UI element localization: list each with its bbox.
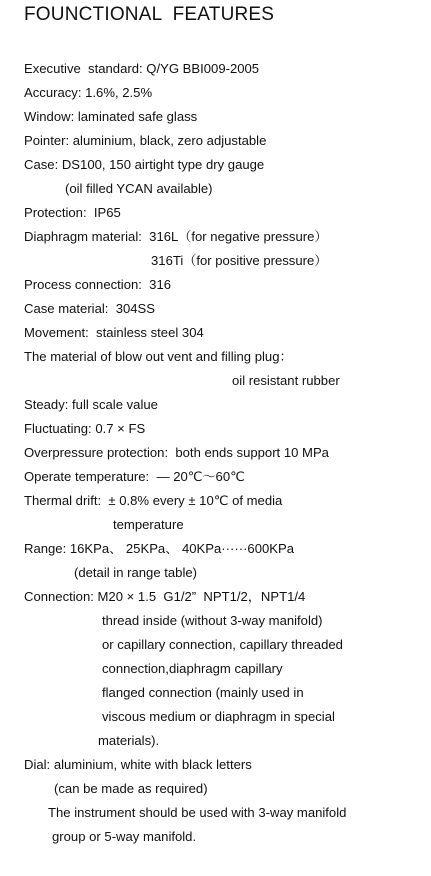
page-title: FOUNCTIONAL FEATURES xyxy=(24,4,275,25)
spec-line-movement: Movement: stainless steel 304 xyxy=(24,325,204,340)
spec-line-connection: Connection: M20 × 1.5 G1/2” NPT1/2，NPT1/4 xyxy=(24,589,306,604)
spec-line-diaphragm-316ti: 316Ti（for positive pressure） xyxy=(151,253,328,268)
spec-line-thermal-drift: Thermal drift: ± 0.8% every ± 10℃ of media xyxy=(24,493,283,508)
spec-line-vent-plug-value: oil resistant rubber xyxy=(232,373,340,388)
spec-line-steady: Steady: full scale value xyxy=(24,397,158,412)
spec-line-dial-note: (can be made as required) xyxy=(54,781,208,796)
spec-line-connection-cont-5: viscous medium or diaphragm in special xyxy=(102,709,335,724)
spec-line-dial: Dial: aluminium, white with black letters xyxy=(24,757,252,772)
spec-line-executive-standard: Executive standard: Q/YG BBI009-2005 xyxy=(24,61,260,76)
spec-line-range-note: (detail in range table) xyxy=(74,565,198,580)
spec-line-case: Case: DS100, 150 airtight type dry gauge xyxy=(24,157,265,172)
spec-line-thermal-drift-cont: temperature xyxy=(113,517,184,532)
spec-line-window: Window: laminated safe glass xyxy=(24,109,198,124)
spec-line-accuracy: Accuracy: 1.6%, 2.5% xyxy=(24,85,153,100)
spec-line-case-material: Case material: 304SS xyxy=(24,301,156,316)
spec-line-case-note: (oil filled YCAN available) xyxy=(65,181,213,196)
spec-line-overpressure: Overpressure protection: both ends support 10 MPa xyxy=(24,445,329,460)
spec-line-operate-temperature: Operate temperature: — 20℃～60℃ xyxy=(24,469,245,484)
spec-line-protection: Protection: IP65 xyxy=(24,205,121,220)
spec-line-connection-cont-6: materials). xyxy=(98,733,160,748)
spec-line-vent-plug-material: The material of blow out vent and filling plug： xyxy=(24,349,293,364)
spec-line-fluctuating: Fluctuating: 0.7 × FS xyxy=(24,421,146,436)
spec-line-usage-note-cont: group or 5-way manifold. xyxy=(52,829,197,844)
spec-line-connection-cont-4: flanged connection (mainly used in xyxy=(102,685,304,700)
spec-line-range: Range: 16KPa、 25KPa、 40KPa······600KPa xyxy=(24,541,295,556)
spec-line-process-connection: Process connection: 316 xyxy=(24,277,172,292)
spec-line-usage-note: The instrument should be used with 3-way manifold xyxy=(48,805,347,820)
spec-line-connection-cont-2: or capillary connection, capillary threaded xyxy=(102,637,343,652)
spec-line-connection-cont-3: connection,diaphragm capillary xyxy=(102,661,283,676)
spec-line-connection-cont-1: thread inside (without 3-way manifold) xyxy=(102,613,323,628)
spec-line-pointer: Pointer: aluminium, black, zero adjustable xyxy=(24,133,267,148)
spec-line-diaphragm-material: Diaphragm material: 316L（for negative pressure） xyxy=(24,229,328,244)
